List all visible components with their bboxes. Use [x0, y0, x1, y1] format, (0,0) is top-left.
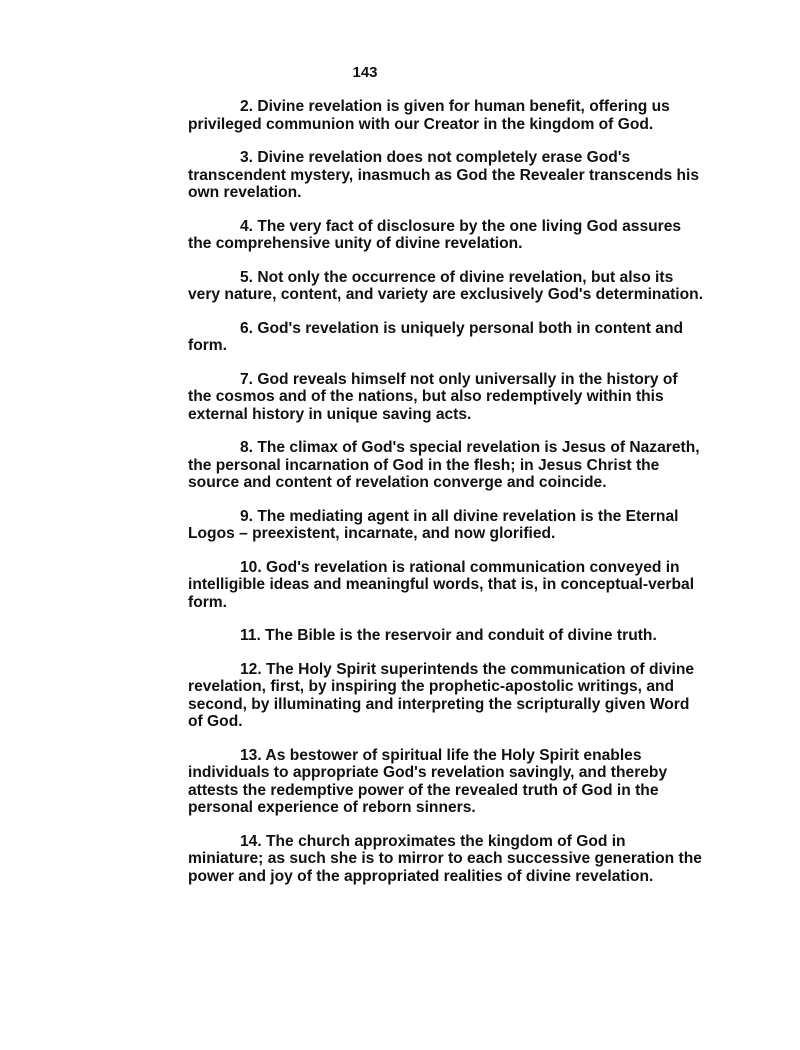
thesis-item: 4. The very fact of disclosure by the one living God assures the comprehensive unity of divine revelation. [188, 217, 682, 252]
thesis-item: 12. The Holy Spirit superintends the communication of divine revelation, first, by inspiring the prophetic-apostolic writings, and second, by illuminating and interpreting the scripturally given Word of God. [188, 660, 695, 730]
thesis-item: 9. The mediating agent in all divine revelation is the Eternal Logos – preexistent, incarnate, and now glorified. [188, 507, 679, 542]
thesis-item: 13. As bestower of spiritual life the Holy Spirit enables individuals to appropriate God's revelation savingly, and thereby attests the redemptive power of the revealed truth of God in the personal experience of reborn sinners. [188, 746, 668, 816]
thesis-item: 6. God's revelation is uniquely personal both in content and form. [188, 319, 683, 354]
thesis-list [188, 98, 704, 901]
thesis-item: 11. The Bible is the reservoir and conduit of divine truth. [240, 627, 657, 644]
thesis-item: 3. Divine revelation does not completely erase God's transcendent mystery, inasmuch as God the Revealer transcends his own revelation. [188, 149, 700, 201]
thesis-item: 5. Not only the occurrence of divine revelation, but also its very nature, content, and variety are exclusively God's determination. [188, 268, 704, 303]
page-number: 143 [352, 64, 378, 81]
thesis-item: 2. Divine revelation is given for human benefit, offering us privileged communion with our Creator in the kingdom of God. [188, 98, 670, 133]
thesis-item: 8. The climax of God's special revelation is Jesus of Nazareth, the personal incarnation of God in the flesh; in Jesus Christ the source and content of revelation converge and coincide. [188, 439, 700, 491]
thesis-item: 7. God reveals himself not only universally in the history of the cosmos and of the nations, but also redemptively within this external history in unique saving acts. [188, 370, 678, 423]
thesis-item: 14. The church approximates the kingdom of God in miniature; as such she is to mirror to each successive generation the power and joy of the appropriated realities of divine revelation. [188, 832, 702, 885]
thesis-item: 10. God's revelation is rational communication conveyed in intelligible ideas and meaningful words, that is, in conceptual-verbal form. [188, 558, 695, 611]
